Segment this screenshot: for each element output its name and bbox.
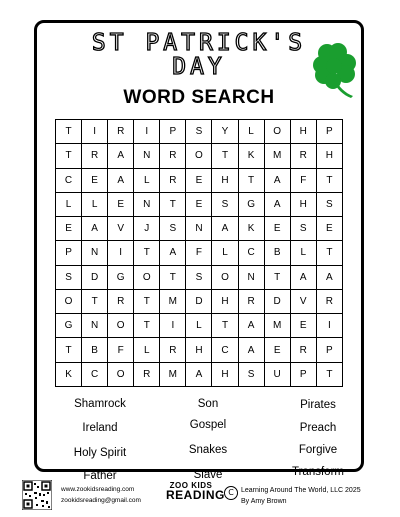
- grid-cell[interactable]: A: [186, 362, 212, 386]
- grid-cell[interactable]: Y: [212, 120, 238, 144]
- grid-cell[interactable]: L: [212, 241, 238, 265]
- word-search-grid: [55, 119, 343, 387]
- grid-row: [56, 289, 343, 313]
- word-item: Father: [83, 470, 117, 482]
- copyright-line1: Learning Around The World, LLC 2025: [241, 487, 361, 494]
- grid-cell[interactable]: A: [264, 192, 290, 216]
- grid-cell[interactable]: T: [212, 314, 238, 338]
- grid-cell[interactable]: T: [56, 120, 82, 144]
- grid-cell[interactable]: P: [290, 362, 316, 386]
- worksheet-frame: [34, 20, 364, 482]
- grid-cell[interactable]: E: [56, 217, 82, 241]
- grid-cell[interactable]: A: [238, 338, 264, 362]
- grid-cell[interactable]: A: [316, 265, 342, 289]
- grid-cell[interactable]: T: [82, 289, 108, 313]
- grid-cell[interactable]: T: [238, 168, 264, 192]
- grid-cell[interactable]: A: [238, 314, 264, 338]
- grid-cell[interactable]: D: [264, 289, 290, 313]
- grid-cell[interactable]: D: [82, 265, 108, 289]
- grid-cell[interactable]: I: [82, 120, 108, 144]
- word-item: Transform: [292, 466, 344, 478]
- grid-cell[interactable]: S: [186, 120, 212, 144]
- grid-cell[interactable]: A: [290, 265, 316, 289]
- word-list: [37, 373, 361, 482]
- grid-cell[interactable]: E: [186, 192, 212, 216]
- grid-cell[interactable]: R: [238, 289, 264, 313]
- grid-cell[interactable]: B: [82, 338, 108, 362]
- grid-cell[interactable]: L: [134, 168, 160, 192]
- grid-cell[interactable]: L: [290, 241, 316, 265]
- grid-cell[interactable]: L: [134, 338, 160, 362]
- grid-cell[interactable]: A: [108, 168, 134, 192]
- word-item: Shamrock: [74, 398, 126, 410]
- grid-cell[interactable]: N: [134, 144, 160, 168]
- grid-cell[interactable]: J: [134, 217, 160, 241]
- grid-cell[interactable]: M: [160, 289, 186, 313]
- grid-row: [56, 192, 343, 216]
- grid-cell[interactable]: H: [290, 120, 316, 144]
- website-link[interactable]: www.zookidsreading.com: [61, 486, 135, 493]
- grid-cell[interactable]: G: [56, 314, 82, 338]
- grid-cell[interactable]: E: [264, 338, 290, 362]
- qr-code-icon: [22, 480, 52, 510]
- grid-cell[interactable]: C: [56, 168, 82, 192]
- grid-cell[interactable]: H: [212, 289, 238, 313]
- grid-cell[interactable]: T: [264, 265, 290, 289]
- grid-cell[interactable]: R: [134, 362, 160, 386]
- grid-cell[interactable]: H: [316, 144, 342, 168]
- grid-cell[interactable]: H: [186, 338, 212, 362]
- grid-cell[interactable]: N: [238, 265, 264, 289]
- grid-cell[interactable]: A: [108, 144, 134, 168]
- copyright-icon: C: [224, 486, 238, 500]
- grid-cell[interactable]: N: [134, 192, 160, 216]
- grid-cell[interactable]: M: [160, 362, 186, 386]
- copyright-line2: By Amy Brown: [241, 498, 287, 505]
- grid-cell[interactable]: N: [82, 241, 108, 265]
- grid-cell[interactable]: L: [56, 192, 82, 216]
- grid-row: [56, 265, 343, 289]
- grid-cell[interactable]: T: [134, 241, 160, 265]
- grid-cell[interactable]: M: [264, 144, 290, 168]
- grid-cell[interactable]: K: [238, 217, 264, 241]
- grid-cell[interactable]: T: [56, 144, 82, 168]
- grid-cell[interactable]: A: [212, 217, 238, 241]
- grid-cell[interactable]: E: [108, 192, 134, 216]
- grid-cell[interactable]: T: [56, 338, 82, 362]
- grid-cell[interactable]: S: [316, 192, 342, 216]
- grid-cell[interactable]: S: [186, 265, 212, 289]
- grid-cell[interactable]: L: [186, 314, 212, 338]
- grid-cell[interactable]: P: [56, 241, 82, 265]
- grid-cell[interactable]: F: [290, 168, 316, 192]
- grid-cell[interactable]: O: [108, 314, 134, 338]
- grid-cell[interactable]: C: [82, 362, 108, 386]
- grid-row: [56, 120, 343, 144]
- grid-cell[interactable]: A: [160, 241, 186, 265]
- grid-cell[interactable]: O: [56, 289, 82, 313]
- grid-cell[interactable]: P: [316, 120, 342, 144]
- grid-cell[interactable]: R: [108, 289, 134, 313]
- grid-cell[interactable]: S: [212, 192, 238, 216]
- grid-cell[interactable]: H: [212, 168, 238, 192]
- grid-cell[interactable]: H: [290, 192, 316, 216]
- zoo-kids-reading-logo: [166, 481, 225, 502]
- grid-cell[interactable]: S: [290, 217, 316, 241]
- grid-cell[interactable]: R: [290, 144, 316, 168]
- grid-cell[interactable]: L: [82, 192, 108, 216]
- grid-row: [56, 144, 343, 168]
- grid-row: [56, 314, 343, 338]
- grid-cell[interactable]: R: [290, 338, 316, 362]
- grid-cell[interactable]: T: [316, 362, 342, 386]
- grid-cell[interactable]: I: [160, 314, 186, 338]
- grid-cell[interactable]: E: [290, 314, 316, 338]
- grid-cell[interactable]: T: [316, 168, 342, 192]
- grid-cell[interactable]: O: [108, 362, 134, 386]
- grid-cell[interactable]: I: [134, 120, 160, 144]
- word-item: Ireland: [82, 422, 118, 434]
- contact-info: [61, 484, 141, 506]
- grid-cell[interactable]: R: [160, 144, 186, 168]
- grid-cell[interactable]: O: [134, 265, 160, 289]
- grid-cell[interactable]: F: [186, 241, 212, 265]
- word-item: Gospel: [189, 419, 227, 431]
- grid-cell[interactable]: T: [134, 289, 160, 313]
- grid-cell[interactable]: P: [160, 120, 186, 144]
- grid-cell[interactable]: R: [160, 168, 186, 192]
- copyright-text: [241, 485, 361, 507]
- grid-cell[interactable]: S: [238, 362, 264, 386]
- grid-cell[interactable]: T: [134, 314, 160, 338]
- footer: [0, 476, 400, 517]
- page-title-line2: DAY: [172, 54, 226, 80]
- grid-cell[interactable]: F: [108, 338, 134, 362]
- grid-cell[interactable]: R: [82, 144, 108, 168]
- grid-row: [56, 338, 343, 362]
- grid-cell[interactable]: E: [82, 168, 108, 192]
- worksheet-subtitle: WORD SEARCH: [123, 87, 275, 108]
- grid-cell[interactable]: T: [160, 265, 186, 289]
- grid-cell[interactable]: O: [186, 144, 212, 168]
- word-item: Snakes: [188, 444, 228, 456]
- grid-cell[interactable]: N: [186, 217, 212, 241]
- grid-cell[interactable]: M: [264, 314, 290, 338]
- grid-cell[interactable]: B: [264, 241, 290, 265]
- grid-row: [56, 168, 343, 192]
- grid-cell[interactable]: T: [160, 192, 186, 216]
- word-item: Slave: [193, 469, 223, 481]
- grid-cell[interactable]: I: [108, 241, 134, 265]
- grid-cell[interactable]: R: [316, 289, 342, 313]
- grid-row: [56, 217, 343, 241]
- grid-cell[interactable]: I: [316, 314, 342, 338]
- word-item: Pirates: [300, 399, 336, 411]
- grid-cell[interactable]: E: [316, 217, 342, 241]
- grid-cell[interactable]: O: [264, 120, 290, 144]
- grid-cell[interactable]: A: [82, 217, 108, 241]
- grid-cell[interactable]: E: [186, 168, 212, 192]
- grid-cell[interactable]: R: [160, 338, 186, 362]
- grid-cell[interactable]: T: [212, 144, 238, 168]
- word-item: Preach: [299, 422, 337, 434]
- page-title-line1: ST PATRICK'S: [91, 30, 307, 56]
- grid-cell[interactable]: K: [238, 144, 264, 168]
- grid-cell[interactable]: G: [108, 265, 134, 289]
- grid-cell[interactable]: H: [212, 362, 238, 386]
- grid-cell[interactable]: K: [56, 362, 82, 386]
- grid-cell[interactable]: D: [186, 289, 212, 313]
- word-item: Forgive: [298, 444, 338, 456]
- grid-cell[interactable]: O: [212, 265, 238, 289]
- word-item: Son: [197, 398, 219, 410]
- grid-cell[interactable]: G: [238, 192, 264, 216]
- grid-cell[interactable]: U: [264, 362, 290, 386]
- logo-top-text: ZOO KIDS: [169, 481, 213, 490]
- grid-cell[interactable]: R: [108, 120, 134, 144]
- grid-cell[interactable]: P: [316, 338, 342, 362]
- grid-cell[interactable]: C: [212, 338, 238, 362]
- grid-cell[interactable]: N: [82, 314, 108, 338]
- grid-cell[interactable]: S: [160, 217, 186, 241]
- grid-cell[interactable]: C: [238, 241, 264, 265]
- email-link[interactable]: zookidsreading@gmail.com: [61, 497, 141, 504]
- grid-cell[interactable]: L: [238, 120, 264, 144]
- logo-bottom-text: READING: [166, 488, 225, 502]
- grid-row: [56, 241, 343, 265]
- grid-cell[interactable]: V: [290, 289, 316, 313]
- grid-cell[interactable]: V: [108, 217, 134, 241]
- grid-cell[interactable]: E: [264, 217, 290, 241]
- grid-cell[interactable]: S: [56, 265, 82, 289]
- grid-cell[interactable]: T: [316, 241, 342, 265]
- grid-cell[interactable]: A: [264, 168, 290, 192]
- word-item: Holy Spirit: [73, 447, 127, 459]
